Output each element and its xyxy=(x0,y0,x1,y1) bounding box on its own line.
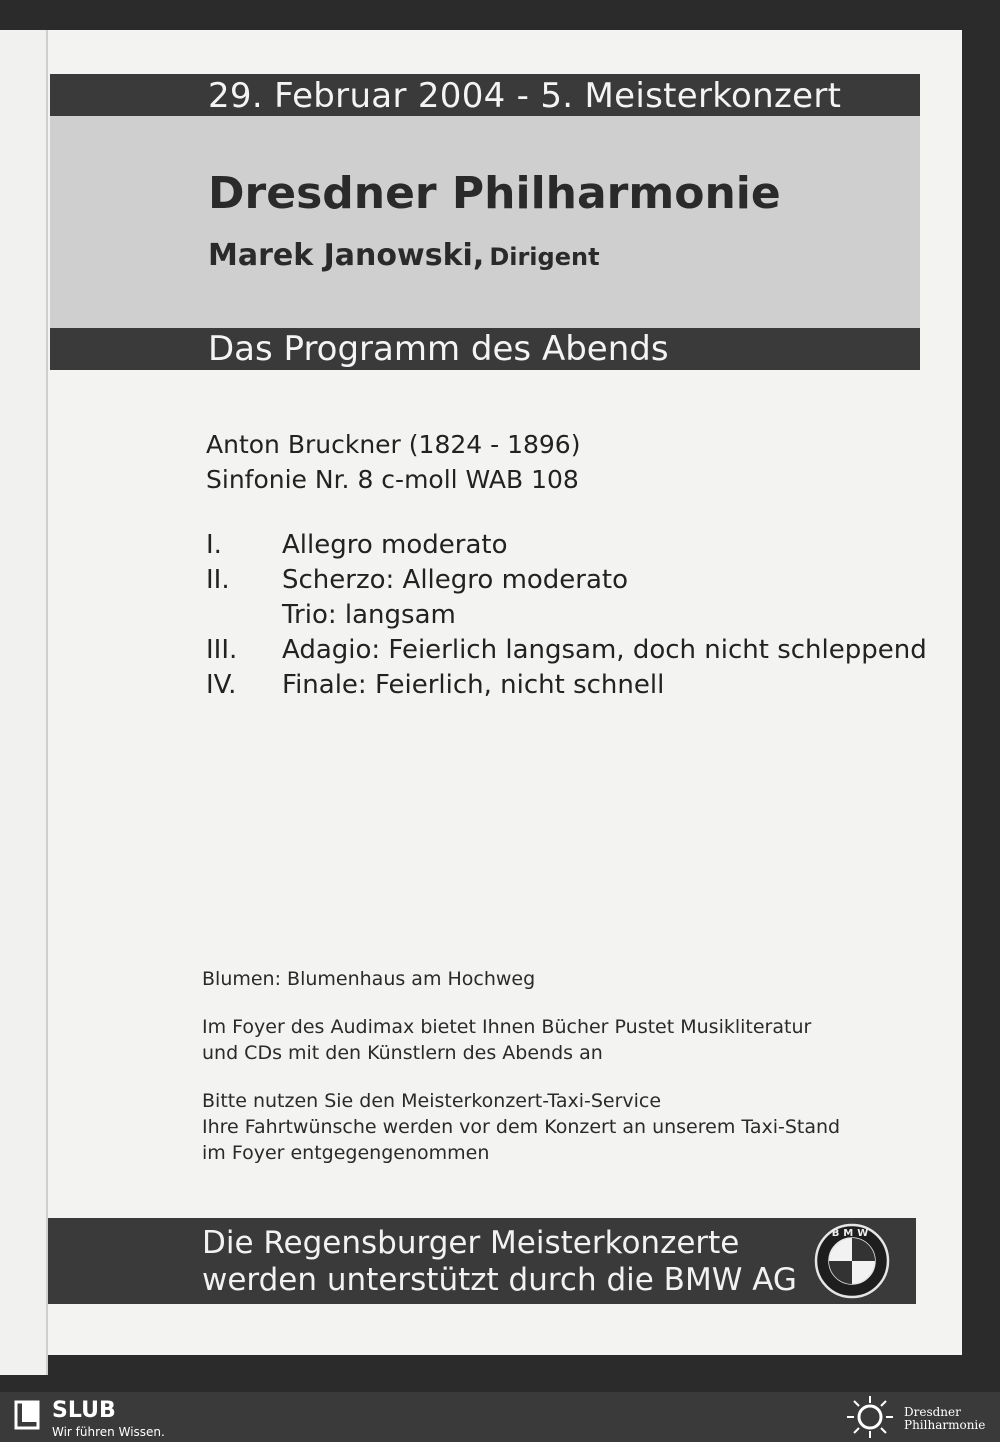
movement-title: Scherzo: Allegro moderato xyxy=(282,565,629,595)
orchestra-name: Dresdner Philharmonie xyxy=(208,168,781,219)
partner-line-1: Dresdner xyxy=(904,1405,961,1419)
adjacent-page-edge xyxy=(0,30,48,1375)
partner-name xyxy=(904,1406,985,1432)
header-block xyxy=(50,116,920,328)
foyer-line-1: Im Foyer des Audimax bietet Ihnen Bücher Pustet Musikliteratur xyxy=(202,1016,812,1038)
sponsor-line-1: Die Regensburger Meisterkonzerte xyxy=(202,1225,740,1261)
foyer-line-2: und CDs mit den Künstlern des Abends an xyxy=(202,1042,603,1064)
conductor-line xyxy=(208,238,600,273)
movement-number: III. xyxy=(206,635,238,665)
date-banner xyxy=(50,74,920,116)
flowers-line: Blumen: Blumenhaus am Hochweg xyxy=(202,968,536,990)
movement-number: II. xyxy=(206,565,230,595)
sponsor-banner xyxy=(48,1218,916,1304)
program-page xyxy=(48,30,962,1355)
sponsor-line-2: werden unterstützt durch die BMW AG xyxy=(202,1262,797,1298)
library-slogan: Wir führen Wissen. xyxy=(52,1425,165,1439)
movement-title: Allegro moderato xyxy=(282,530,508,560)
taxi-line-1: Bitte nutzen Sie den Meisterkonzert-Taxi-Service xyxy=(202,1090,662,1112)
date-line: 29. Februar 2004 - 5. Meisterkonzert xyxy=(208,76,842,116)
movement-title: Adagio: Feierlich langsam, doch nicht schleppend xyxy=(282,635,927,665)
bmw-roundel-icon xyxy=(814,1223,890,1299)
conductor-name: Marek Janowski, xyxy=(208,238,485,273)
notes-section xyxy=(202,966,840,1188)
svg-text:BMW: BMW xyxy=(831,1228,873,1239)
conductor-role: Dirigent xyxy=(489,243,600,271)
movement-title: Trio: langsam xyxy=(282,600,456,630)
slub-book-icon xyxy=(14,1400,42,1430)
section-title: Das Programm des Abends xyxy=(208,329,669,369)
composer-line: Anton Bruckner (1824 - 1896) xyxy=(206,430,581,459)
movement-title: Finale: Feierlich, nicht schnell xyxy=(282,670,665,700)
work-title: Sinfonie Nr. 8 c-moll WAB 108 xyxy=(206,465,579,494)
footer-bar xyxy=(0,1392,1000,1442)
taxi-note xyxy=(202,1088,840,1166)
movement-number: I. xyxy=(206,530,222,560)
partner-line-2: Philharmonie xyxy=(904,1418,986,1432)
work-heading xyxy=(206,427,580,497)
flowers-note xyxy=(202,966,840,992)
taxi-line-2: Ihre Fahrtwünsche werden vor dem Konzert an unserem Taxi-Stand xyxy=(202,1116,841,1138)
library-name: SLUB xyxy=(52,1398,116,1423)
program-banner xyxy=(50,328,920,370)
taxi-line-3: im Foyer entgegengenommen xyxy=(202,1142,490,1164)
foyer-note xyxy=(202,1014,840,1066)
sponsor-text xyxy=(202,1225,797,1299)
philharmonie-sun-icon xyxy=(842,1394,898,1440)
movement-number: IV. xyxy=(206,670,237,700)
